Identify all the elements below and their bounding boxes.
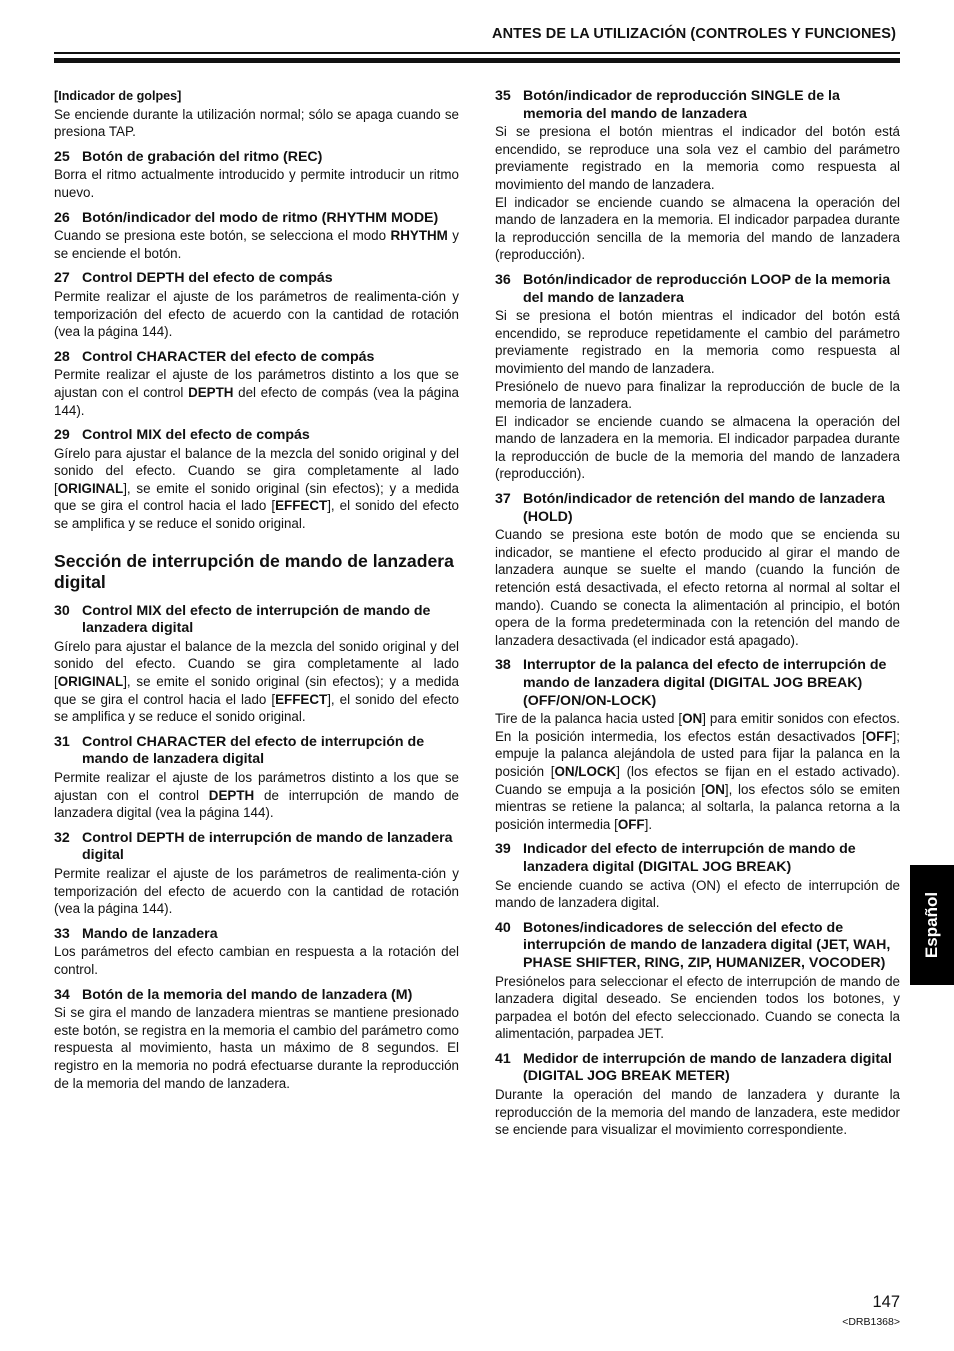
- item-number: 40: [495, 919, 511, 936]
- item-title: [54, 830, 459, 865]
- item-body: Permite realizar el ajuste de los parámetros de realimenta-ción y temporización del efecto de acuerdo con la cantidad de rotación (vea la página 144).: [54, 865, 459, 917]
- item-number: 41: [495, 1050, 511, 1067]
- item-title: [495, 841, 900, 876]
- item-title: [54, 149, 459, 167]
- item-number: 32: [54, 829, 70, 846]
- item-body: Gírelo para ajustar el balance de la mezcla del sonido original y del sonido del efecto. Cuando se gira completamente al lado [ORIGINAL], se emite el sonido original (sin efectos); y a medida que se gira el control hacia el lado [EFFECT], el sonido del efecto se amplifica y se reduce el sonido original.: [54, 445, 459, 532]
- item-30: [54, 603, 459, 726]
- section-heading: Sección de interrupción de mando de lanzadera digital: [54, 550, 454, 592]
- page-header: ANTES DE LA UTILIZACIÓN (CONTROLES Y FUNCIONES): [492, 26, 896, 42]
- item-body: Si se presiona el botón mientras el indicador del botón está encendido, se reproduce una sola vez el cambio del parámetro previamente registrado en la memoria como respuesta al movimiento del mando de lanzadera. El indicador se enciende cuando se almacena la operación del mando de lanzadera en la memoria. El indicador parpadea durante la reproducción sencilla de la memoria del mando de lanzadera (reproducción).: [495, 124, 900, 263]
- item-title-text: Botón de la memoria del mando de lanzadera (M): [82, 986, 413, 1003]
- left-column: [54, 88, 459, 1100]
- item-title: [495, 657, 900, 710]
- item-title: [495, 272, 900, 307]
- item-37: [495, 491, 900, 649]
- item-title: [495, 1051, 900, 1086]
- item-body: Permite realizar el ajuste de los parámetros distinto a los que se ajustan con el control DEPTH de interrupción de mando de lanzadera digital (vea la página 144).: [54, 770, 460, 821]
- item-title: [495, 491, 900, 526]
- item-33: [54, 926, 459, 979]
- item-body: Cuando se presiona este botón de modo que se encienda su indicador, se mantiene el efecto producido al girar el mando de lanzadera aunque se suelte el mando (cuando la función de retención está desactivada, el efecto retorna al normal al soltar el mando). Cuando se conecta la alimentación al principio, el botón opera de la forma predeterminada con la retención del mando de lanzadera desactivada (el indicador está apagado).: [495, 527, 900, 648]
- item-number: 39: [495, 841, 511, 858]
- item-41: [495, 1051, 900, 1139]
- item-26: [54, 210, 459, 263]
- item-number: 36: [495, 271, 511, 288]
- item-39: [495, 841, 900, 911]
- item-title-text: Indicador del efecto de interrupción de mando de lanzadera digital (DIGITAL JOG BREAK): [523, 841, 856, 875]
- item-body: Si se presiona el botón mientras el indicador del botón está encendido, se reproduce repetidamente el cambio del parámetro previamente registrado en la memoria como respuesta al movimiento del mando de lanzadera. Presiónelo de nuevo para finalizar la reproducción de bucle de la memoria de lanzadera. El indicador se enciende cuando se almacena la operación del mando de lanzadera en la memoria. El indicador parpadea durante la reproducción de bucle de la memoria del mando de lanzadera (reproducción).: [495, 308, 900, 482]
- item-title-text: Control MIX del efecto de compás: [82, 427, 310, 444]
- item-body: Gírelo para ajustar el balance de la mezcla del sonido original y del sonido del efecto. Cuando se gira completamente al lado [ORIGINAL], se emite el sonido original (sin efectos); y a medida que se gira el control hacia el lado [EFFECT], el sonido del efecto se amplifica y se reduce el sonido original.: [54, 638, 459, 725]
- item-title-text: Control MIX del efecto de interrupción de mando de lanzadera digital: [82, 602, 431, 637]
- item-number: 26: [54, 209, 70, 226]
- item-number: 27: [54, 270, 70, 287]
- item-number: 29: [54, 427, 70, 444]
- item-number: 33: [54, 925, 70, 942]
- item-title-text: Botón/indicador de retención del mando de lanzadera (HOLD): [523, 491, 885, 525]
- item-34: [54, 987, 459, 1093]
- item-body: Se enciende cuando se activa (ON) el efecto de interrupción de mando de lanzadera digital.: [495, 877, 900, 911]
- item-number: 31: [54, 733, 70, 750]
- item-body: Permite realizar el ajuste de los parámetros distinto a los que se ajustan con el control DEPTH del efecto de compás (vea la página 144).: [54, 367, 459, 418]
- item-27: [54, 270, 459, 340]
- item-number: 38: [495, 657, 511, 674]
- item-35: [495, 88, 900, 264]
- item-title: [54, 270, 459, 288]
- item-number: 37: [495, 491, 511, 508]
- item-title-text: Mando de lanzadera: [82, 925, 218, 942]
- item-28: [54, 349, 459, 419]
- item-body: Borra el ritmo actualmente introducido y permite introducir un ritmo nuevo.: [54, 167, 459, 200]
- item-title-text: Botón de grabación del ritmo (REC): [82, 148, 323, 165]
- right-column: [495, 88, 900, 1147]
- item-title: [54, 987, 459, 1005]
- item-body: Si se gira el mando de lanzadera mientras se mantiene presionado este botón, se registra en la memoria el cambio del parámetro como respuesta al movimiento, hasta un máximo de 8 segundos. El registro en la memoria no podrá efectuarse durante la reproducción de la memoria del mando de lanzadera.: [54, 1005, 459, 1091]
- item-body: Tire de la palanca hacia usted [ON] para emitir sonidos con efectos. En la posición intermedia, los efectos están desactivados [OFF]; empuje la palanca alejándola de usted para fijar la palanca en la posición [ON/LOCK] (los efectos se fijan en el estado activado). Cuando se empuja a la posición [ON], los efectos sólo se emiten mientras se retiene la palanca; al soltarla, la palanca retorna a la posición intermedia [OFF].: [495, 711, 900, 832]
- item-number: 34: [54, 986, 70, 1003]
- item-title: [54, 734, 459, 769]
- note-title: [Indicador de golpes]: [54, 89, 182, 103]
- item-29: [54, 427, 459, 533]
- header-rule-thin: [54, 52, 900, 54]
- language-tab-label: Español: [922, 891, 941, 959]
- item-body: Cuando se presiona este botón, se selecciona el modo RHYTHM y se enciende el botón.: [54, 228, 459, 261]
- item-title-text: Botón/indicador de reproducción LOOP de la memoria del mando de lanzadera: [523, 271, 891, 306]
- item-40: [495, 920, 900, 1043]
- item-title: [54, 210, 459, 228]
- item-title-text: Control CHARACTER del efecto de interrupción de mando de lanzadera digital: [82, 733, 425, 768]
- page-number: 147: [872, 1293, 900, 1311]
- item-body: Durante la operación del mando de lanzadera y durante la reproducción de la memoria del mando de lanzadera, este medidor se enciende para visualizar el movimiento correspondiente.: [495, 1087, 900, 1138]
- item-title-text: Control CHARACTER del efecto de compás: [82, 348, 375, 365]
- item-32: [54, 830, 459, 918]
- header-rule-thick: [54, 58, 900, 63]
- item-number: 30: [54, 602, 70, 619]
- item-title-text: Botones/indicadores de selección del efecto de interrupción de mando de lanzadera digital (JET, WAH, PHASE SHIFTER, RING, ZIP, HUMANIZER, VOCODER): [523, 919, 891, 971]
- item-title-text: Control DEPTH del efecto de compás: [82, 270, 333, 287]
- items-group-a: [54, 149, 459, 533]
- language-tab: [910, 865, 954, 985]
- item-title: [495, 920, 900, 973]
- item-38: [495, 657, 900, 833]
- item-36: [495, 272, 900, 483]
- beat-indicator-note: [54, 88, 459, 141]
- item-number: 25: [54, 148, 70, 165]
- item-31: [54, 734, 459, 822]
- document-code: <DRB1368>: [842, 1316, 900, 1328]
- item-title-text: Interruptor de la palanca del efecto de interrupción de mando de lanzadera digital (DIGITAL JOG BREAK) (OFF/ON/ON-LOCK): [523, 657, 887, 709]
- item-title-text: Control DEPTH de interrupción de mando de lanzadera digital: [82, 829, 453, 864]
- item-body: Los parámetros del efecto cambian en respuesta a la rotación del control.: [54, 944, 459, 977]
- item-body: Permite realizar el ajuste de los parámetros de realimenta-ción y temporización del efecto de acuerdo con la cantidad de rotación (vea la página 144).: [54, 288, 459, 340]
- item-title-text: Botón/indicador del modo de ritmo (RHYTHM MODE): [82, 209, 439, 226]
- item-title-text: Botón/indicador de reproducción SINGLE de la memoria del mando de lanzadera: [523, 88, 840, 122]
- item-title: [54, 926, 459, 944]
- items-group-right: [495, 88, 900, 1139]
- item-title: [495, 88, 900, 123]
- item-title: [54, 603, 459, 638]
- note-body: Se enciende durante la utilización normal; sólo se apaga cuando se presiona TAP.: [54, 106, 459, 140]
- item-title: [54, 427, 459, 445]
- items-group-b: [54, 603, 459, 1092]
- item-number: 35: [495, 88, 511, 104]
- item-number: 28: [54, 348, 70, 365]
- item-body: Presiónelos para seleccionar el efecto de interrupción de mando de lanzadera digital deseado. Se encienden todos los botones, y parpadea el botón del efecto seleccionado. Cuando se conecta la alimentación, parpadea JET.: [495, 973, 900, 1042]
- item-25: [54, 149, 459, 202]
- item-title: [54, 349, 459, 367]
- item-title-text: Medidor de interrupción de mando de lanzadera digital (DIGITAL JOG BREAK METER): [523, 1050, 892, 1085]
